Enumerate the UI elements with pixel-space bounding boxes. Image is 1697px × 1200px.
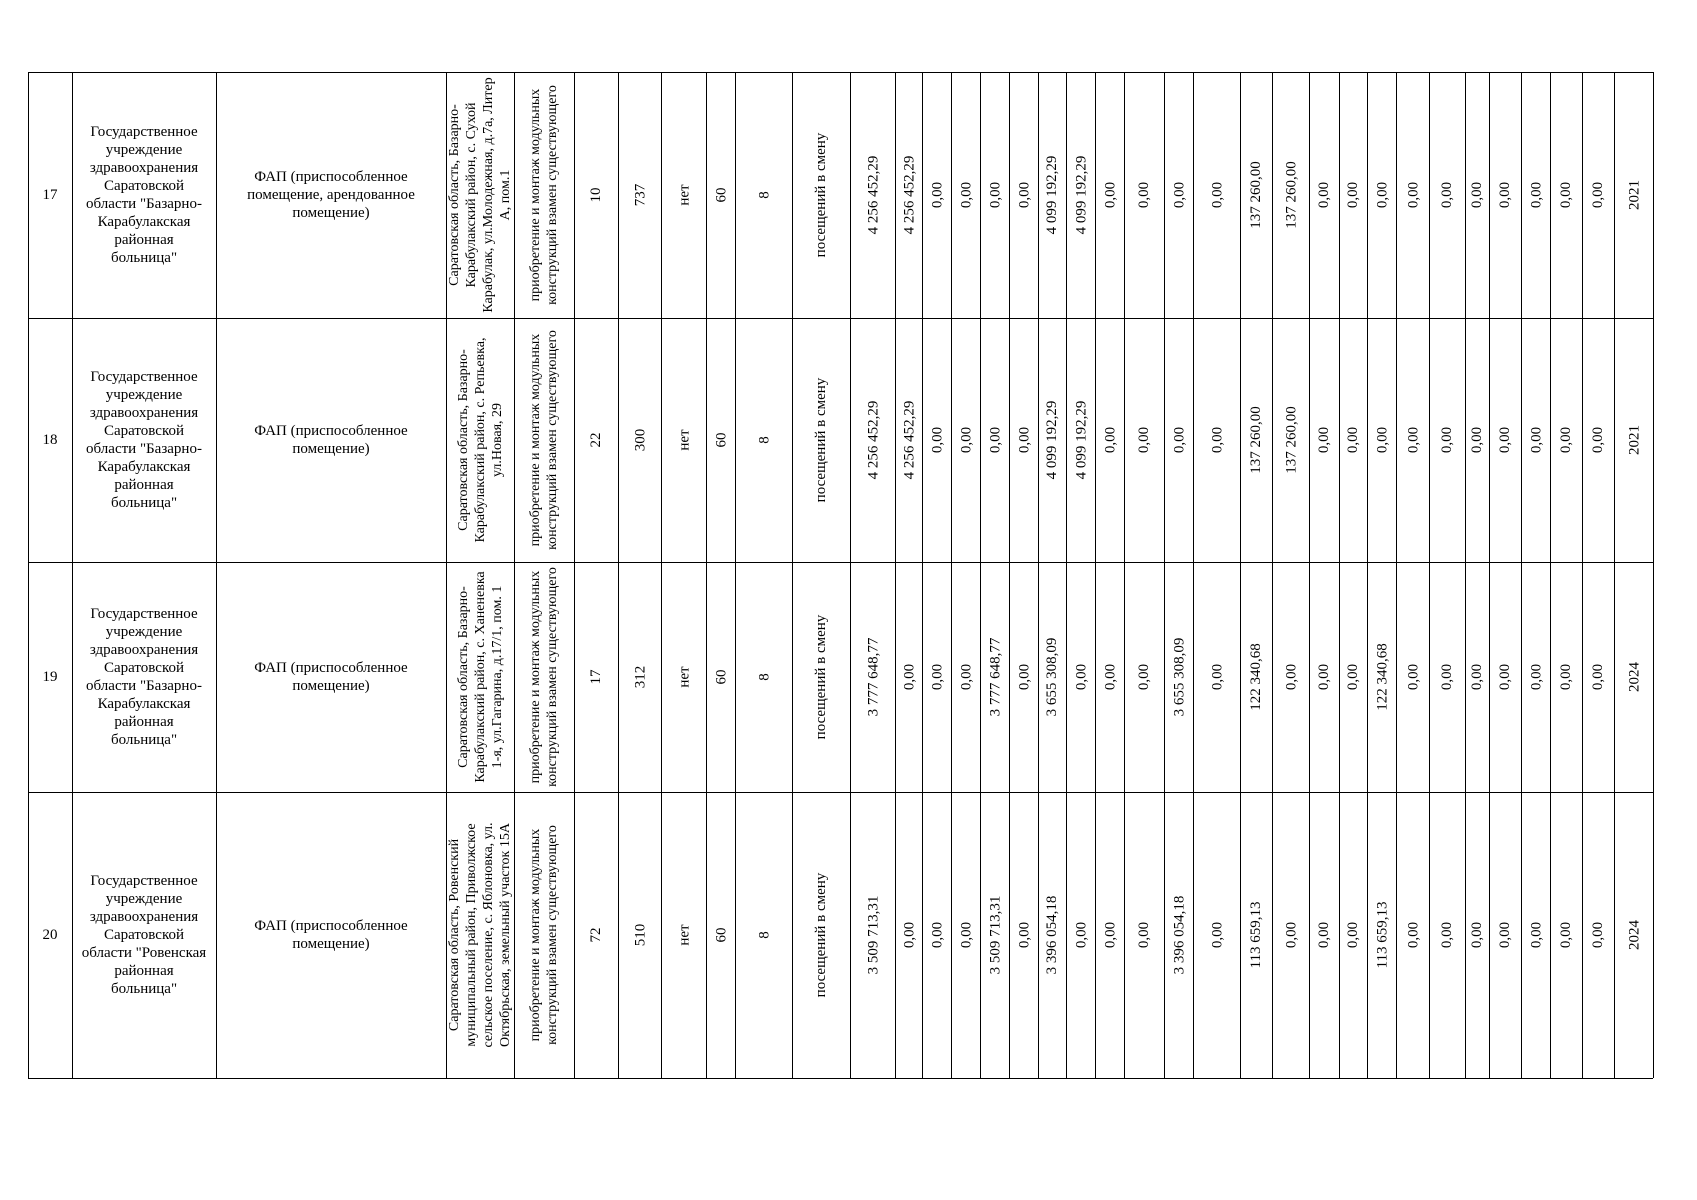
funding-amount: 0,00 <box>957 181 974 209</box>
funding-amount: 4 099 192,29 <box>1072 155 1089 235</box>
row-number: 20 <box>42 927 58 943</box>
funding-amount: 0,00 <box>1208 921 1225 949</box>
funding-amount: 0,00 <box>1497 426 1513 454</box>
funding-amount: 0,00 <box>900 921 917 949</box>
funding-amount: 0,00 <box>928 921 945 949</box>
funding-amount: 0,00 <box>1101 921 1118 949</box>
funding-amount: 0,00 <box>957 426 974 454</box>
funding-amount: 0,00 <box>1439 921 1455 949</box>
funding-amount: 0,00 <box>1558 181 1574 209</box>
institution-name: Государственное учреждение здравоохранения Саратовской области "Ровенская районная больница" <box>81 873 207 997</box>
funding-amount: 4 099 192,29 <box>1044 155 1060 235</box>
planned-action: приобретение и монтаж модульных конструкций взамен существующего <box>528 85 560 305</box>
funding-amount: 0,00 <box>1469 181 1485 209</box>
funding-amount: 3 509 713,31 <box>986 895 1003 975</box>
funding-amount: 0,00 <box>957 663 974 691</box>
funding-amount: 4 099 192,29 <box>1072 400 1089 480</box>
funding-amount: 0,00 <box>1316 181 1332 209</box>
funding-amount: 0,00 <box>1439 181 1455 209</box>
table-vertical-rule <box>1521 72 1522 1078</box>
row-number: 19 <box>42 669 58 685</box>
funding-amount: 3 396 054,18 <box>1044 895 1060 975</box>
funding-amount: 0,00 <box>986 181 1003 209</box>
funding-amount: 0,00 <box>1558 663 1574 691</box>
table-vertical-rule <box>618 72 619 1078</box>
funding-amount: 0,00 <box>1170 181 1187 209</box>
funding-amount: 0,00 <box>1101 426 1118 454</box>
object-type: ФАП (приспособленное помещение, арендованное помещение) <box>247 169 415 221</box>
funding-amount: 0,00 <box>1015 181 1032 209</box>
funding-amount: 0,00 <box>1527 921 1544 949</box>
year-value: 2021 <box>1625 180 1642 210</box>
funding-amount: 3 396 054,18 <box>1170 895 1187 975</box>
table-vertical-rule <box>951 72 952 1078</box>
funding-amount: 122 340,68 <box>1248 643 1264 711</box>
indicator-value: нет <box>675 666 692 688</box>
table-vertical-rule <box>706 72 707 1078</box>
funding-amount: 0,00 <box>1590 426 1606 454</box>
table-vertical-rule <box>1614 72 1615 1078</box>
funding-amount: 122 340,68 <box>1373 643 1390 711</box>
funding-amount: 0,00 <box>1439 426 1455 454</box>
capacity-unit: посещений в смену <box>813 377 829 503</box>
funding-amount: 113 659,13 <box>1373 901 1390 969</box>
funding-amount: 0,00 <box>900 663 917 691</box>
funding-amount: 0,00 <box>1136 181 1152 209</box>
table-vertical-rule <box>1066 72 1067 1078</box>
funding-amount: 0,00 <box>1208 663 1225 691</box>
funding-amount: 0,00 <box>986 426 1003 454</box>
planned-action: приобретение и монтаж модульных конструкций взамен существующего <box>528 567 560 787</box>
funding-amount: 0,00 <box>928 426 945 454</box>
year-value: 2024 <box>1625 920 1642 950</box>
funding-amount: 0,00 <box>1527 663 1544 691</box>
funding-amount: 3 777 648,77 <box>986 637 1003 717</box>
funding-amount: 0,00 <box>1373 181 1390 209</box>
capacity-unit: посещений в смену <box>813 614 829 740</box>
object-address: Саратовская область, Ровенский муниципальный район, Приволжское сельское поселение, с. Яблоновка, ул. Октябрьская, земельный участок 15А <box>447 822 513 1048</box>
funding-amount: 4 256 452,29 <box>900 155 917 235</box>
indicator-value: 72 <box>588 927 604 943</box>
funding-amount: 0,00 <box>1590 663 1606 691</box>
funding-amount: 0,00 <box>1590 181 1606 209</box>
indicator-value: 8 <box>755 436 772 444</box>
indicator-value: 510 <box>631 923 648 947</box>
funding-amount: 0,00 <box>1469 921 1485 949</box>
funding-amount: 0,00 <box>1136 663 1152 691</box>
indicator-value: 60 <box>712 432 729 448</box>
funding-amount: 0,00 <box>928 181 945 209</box>
indicator-value: 60 <box>712 187 729 203</box>
funding-amount: 0,00 <box>1015 663 1032 691</box>
funding-amount: 0,00 <box>1404 181 1421 209</box>
funding-amount: 0,00 <box>1345 181 1361 209</box>
table-vertical-rule <box>1009 72 1010 1078</box>
table-vertical-rule <box>1653 72 1654 1078</box>
funding-amount: 4 256 452,29 <box>900 400 917 480</box>
funding-amount: 137 260,00 <box>1282 406 1299 474</box>
row-number: 17 <box>42 187 58 203</box>
funding-amount: 0,00 <box>1558 426 1574 454</box>
row-number: 18 <box>42 432 58 448</box>
institution-name: Государственное учреждение здравоохранения Саратовской области "Базарно-Карабулакская районная больница" <box>86 369 202 511</box>
funding-amount: 0,00 <box>1469 426 1485 454</box>
funding-amount: 0,00 <box>1497 181 1513 209</box>
capacity-unit: посещений в смену <box>813 872 829 998</box>
funding-amount: 0,00 <box>1527 426 1544 454</box>
indicator-value: 10 <box>588 187 604 203</box>
object-type: ФАП (приспособленное помещение) <box>254 918 408 952</box>
funding-amount: 4 099 192,29 <box>1044 400 1060 480</box>
object-address: Саратовская область, Базарно-Карабулакский район, с. Ханеневка 1-я, ул.Гагарина, д.17/1, пом. 1 <box>455 571 505 783</box>
funding-amount: 0,00 <box>1316 426 1332 454</box>
funding-amount: 0,00 <box>1208 426 1225 454</box>
funding-amount: 0,00 <box>1282 921 1299 949</box>
funding-amount: 0,00 <box>1136 921 1152 949</box>
funding-amount: 137 260,00 <box>1248 406 1264 474</box>
funding-amount: 0,00 <box>1316 921 1332 949</box>
object-type: ФАП (приспособленное помещение) <box>254 660 408 694</box>
funding-amount: 0,00 <box>1101 181 1118 209</box>
funding-amount: 0,00 <box>1345 663 1361 691</box>
funding-amount: 0,00 <box>1373 426 1390 454</box>
funding-amount: 3 655 308,09 <box>1170 637 1187 717</box>
funding-amount: 137 260,00 <box>1282 161 1299 229</box>
table-vertical-rule <box>1164 72 1165 1078</box>
funding-amount: 0,00 <box>1469 663 1485 691</box>
funding-amount: 137 260,00 <box>1248 161 1264 229</box>
table-vertical-rule <box>980 72 981 1078</box>
table-vertical-rule <box>661 72 662 1078</box>
planned-action: приобретение и монтаж модульных конструкций взамен существующего <box>528 330 560 550</box>
indicator-value: 737 <box>631 183 648 207</box>
indicator-value: 22 <box>588 432 604 448</box>
table-vertical-rule <box>1272 72 1273 1078</box>
funding-amount: 0,00 <box>1208 181 1225 209</box>
institution-name: Государственное учреждение здравоохранения Саратовской области "Базарно-Карабулакская районная больница" <box>86 124 202 266</box>
year-value: 2021 <box>1625 425 1642 455</box>
funding-amount: 0,00 <box>1101 663 1118 691</box>
table-vertical-rule <box>895 72 896 1078</box>
funding-amount: 3 777 648,77 <box>864 637 881 717</box>
funding-amount: 0,00 <box>1345 426 1361 454</box>
funding-amount: 4 256 452,29 <box>864 400 881 480</box>
funding-amount: 0,00 <box>928 663 945 691</box>
funding-amount: 4 256 452,29 <box>864 155 881 235</box>
funding-amount: 0,00 <box>1345 921 1361 949</box>
institution-name: Государственное учреждение здравоохранения Саратовской области "Базарно-Карабулакская районная больница" <box>86 606 202 748</box>
funding-amount: 113 659,13 <box>1248 901 1264 969</box>
funding-amount: 0,00 <box>1282 663 1299 691</box>
object-type: ФАП (приспособленное помещение) <box>254 423 408 457</box>
funding-amount: 0,00 <box>1439 663 1455 691</box>
funding-amount: 0,00 <box>957 921 974 949</box>
funding-amount: 0,00 <box>1404 426 1421 454</box>
indicator-value: 60 <box>712 669 729 685</box>
planned-action: приобретение и монтаж модульных конструкций взамен существующего <box>528 825 560 1045</box>
funding-amount: 0,00 <box>1497 663 1513 691</box>
funding-amount: 3 509 713,31 <box>864 895 881 975</box>
funding-amount: 0,00 <box>1404 663 1421 691</box>
indicator-value: 17 <box>588 669 604 685</box>
funding-amount: 3 655 308,09 <box>1044 637 1060 717</box>
indicator-value: нет <box>675 184 692 206</box>
capacity-unit: посещений в смену <box>813 132 829 258</box>
funding-amount: 0,00 <box>1072 921 1089 949</box>
indicator-value: нет <box>675 924 692 946</box>
funding-amount: 0,00 <box>1527 181 1544 209</box>
funding-amount: 0,00 <box>1590 921 1606 949</box>
table-vertical-rule <box>1193 72 1194 1078</box>
indicator-value: нет <box>675 429 692 451</box>
object-address: Саратовская область, Базарно-Карабулакский район, с. Репьевка, ул.Новая, 29 <box>455 337 505 543</box>
table-vertical-rule <box>1367 72 1368 1078</box>
table-vertical-rule <box>922 72 923 1078</box>
year-value: 2024 <box>1625 662 1642 692</box>
funding-amount: 0,00 <box>1136 426 1152 454</box>
table-vertical-rule <box>735 72 736 1078</box>
funding-amount: 0,00 <box>1015 426 1032 454</box>
funding-amount: 0,00 <box>1558 921 1574 949</box>
table-vertical-rule <box>1396 72 1397 1078</box>
object-address: Саратовская область, Базарно-Карабулакский район, с. Сухой Карабулак, ул.Молодежная, д.7а, Литер А, пом.1 <box>447 77 513 313</box>
funding-amount: 0,00 <box>1170 426 1187 454</box>
table-vertical-rule <box>1095 72 1096 1078</box>
funding-amount: 0,00 <box>1015 921 1032 949</box>
funding-amount: 0,00 <box>1316 663 1332 691</box>
funding-amount: 0,00 <box>1497 921 1513 949</box>
indicator-value: 8 <box>755 931 772 939</box>
indicator-value: 60 <box>712 927 729 943</box>
funding-amount: 0,00 <box>1072 663 1089 691</box>
funding-amount: 0,00 <box>1404 921 1421 949</box>
indicator-value: 8 <box>755 191 772 199</box>
indicator-value: 8 <box>755 673 772 681</box>
indicator-value: 312 <box>631 665 648 689</box>
indicator-value: 300 <box>631 428 648 452</box>
table-vertical-rule <box>850 72 851 1078</box>
